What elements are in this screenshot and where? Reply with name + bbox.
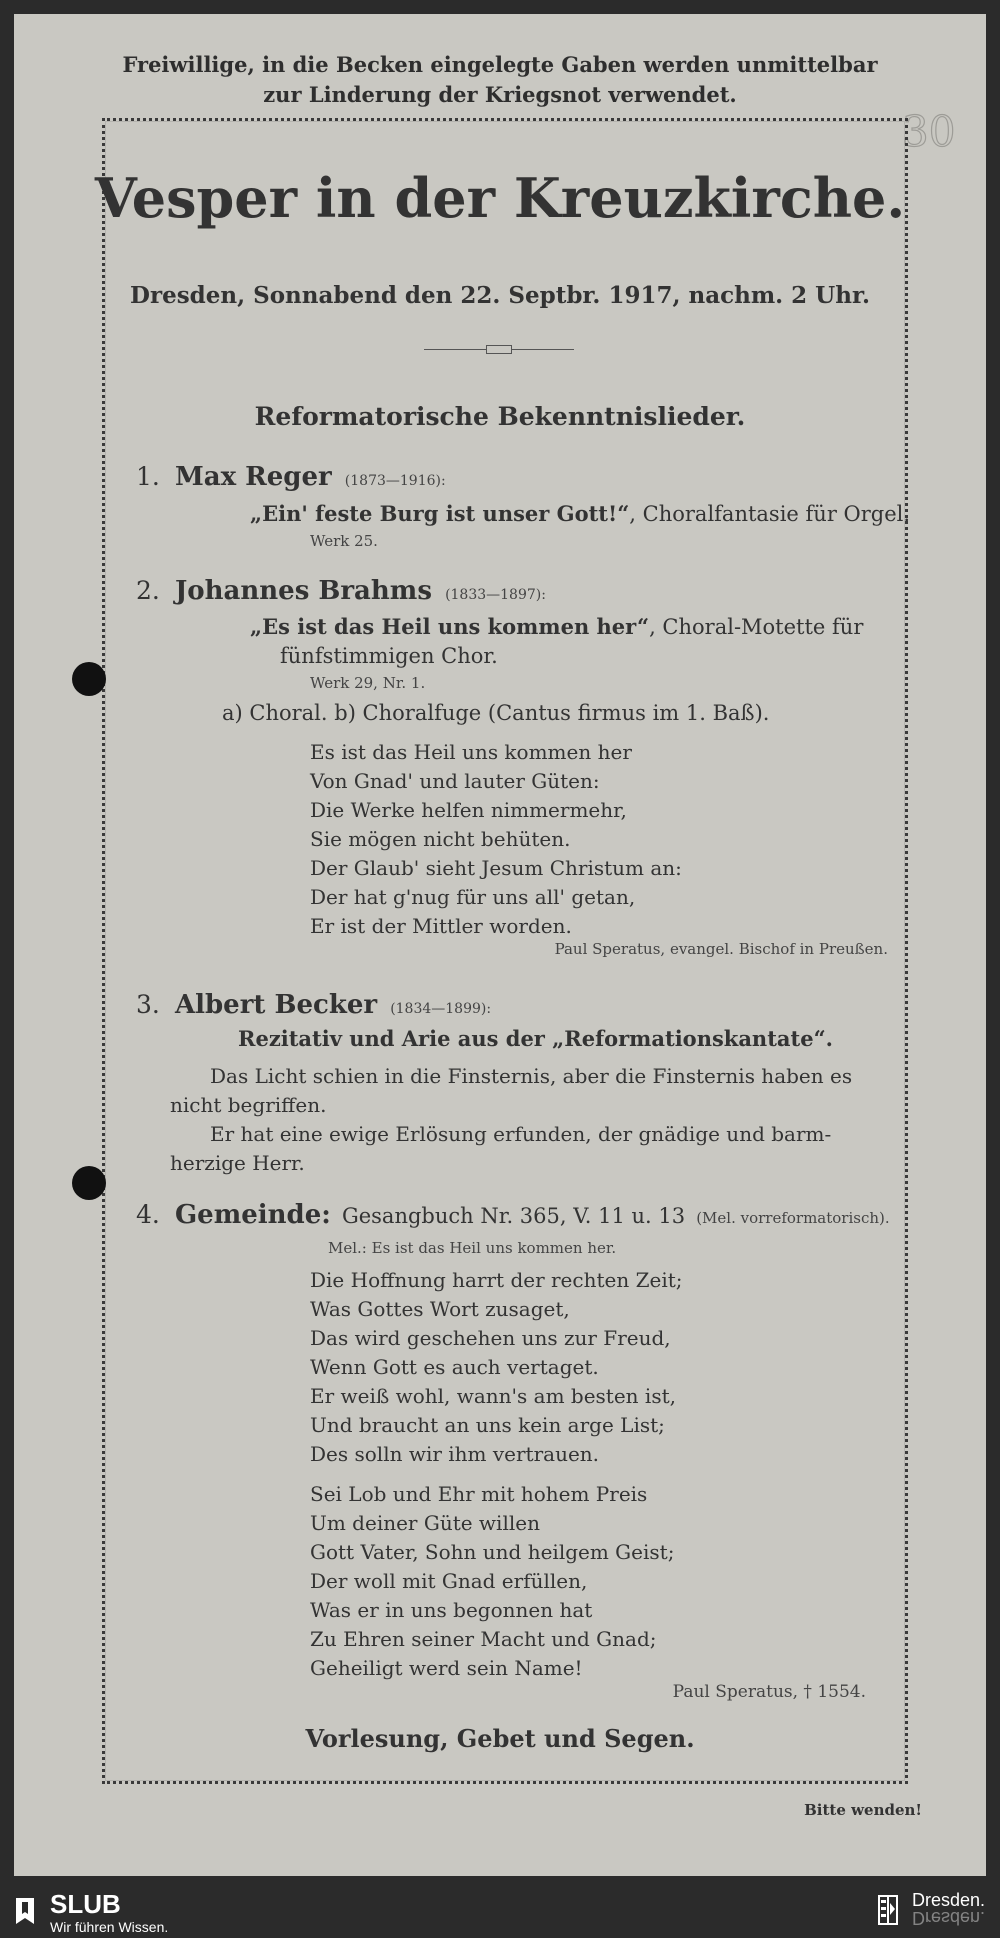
verse-line: Was er in uns begonnen hat [310,1598,593,1622]
verse-line: Der Glaub' sieht Jesum Christum an: [310,856,682,880]
hymn-reference: Gesangbuch Nr. 365, V. 11 u. 13 [341,1204,686,1228]
work-description: , Choralfantasie für Orgel. [629,502,911,526]
work-parts: a) Choral. b) Choralfuge (Cantus firmus im 1. Baß). [222,701,770,725]
program-item-3 [136,990,491,1020]
verse-block-2 [310,1480,674,1683]
verse-line: Des solln wir ihm vertrauen. [310,1442,600,1466]
punch-hole-top [72,662,106,696]
work-line [238,1026,833,1051]
verse-line: Und braucht an uns kein arge List; [310,1413,665,1437]
composer-name: Gemeinde: [174,1200,331,1230]
verse-block [310,738,682,941]
page-title: Vesper in der Kreuzkirche. [94,166,906,230]
work-line-continued: fünfstimmigen Chor. [280,644,498,668]
program-sheet [14,14,986,1876]
opus-number: Werk 25. [310,532,378,550]
program-item-2 [136,576,546,606]
ornament-divider [424,344,574,356]
work-line [250,501,910,526]
section-heading: Reformatorische Bekenntnislieder. [254,402,746,431]
verse-line: Um deiner Güte willen [310,1511,540,1535]
turn-page-note: Bitte wenden! [804,1801,922,1819]
verse-line: Er ist der Mittler worden. [310,914,572,938]
verse-author: Paul Speratus, evangel. Bischof in Preußen. [554,940,888,958]
item-number: 2. [136,576,160,605]
item-number: 3. [136,990,160,1019]
composer-name: Johannes Brahms [174,576,432,606]
work-title: „Es ist das Heil uns kommen her“ [250,614,650,639]
verse-line: Es ist das Heil uns kommen her [310,740,632,764]
opus-number: Werk 29, Nr. 1. [310,674,426,692]
verse-line: Die Werke helfen nimmermehr, [310,798,627,822]
punch-hole-bottom [72,1166,106,1200]
slub-tagline: Wir führen Wissen. [50,1919,169,1935]
composer-name: Max Reger [174,462,332,492]
dresden-brand[interactable]: Dresden. [912,1890,986,1910]
prose-line: Er hat eine ewige Erlösung erfunden, der gnädige und barm- [210,1122,832,1146]
verse-block-1 [310,1266,683,1469]
work-title: „Ein' feste Burg ist unser Gott!“ [250,501,630,526]
donation-note-line-1: Freiwillige, in die Becken eingelegte Gaben werden unmittelbar [122,52,878,77]
verse-line: Die Hoffnung harrt der rechten Zeit; [310,1268,683,1292]
item-number: 1. [136,462,160,491]
slub-brand[interactable]: SLUB [50,1889,121,1919]
prose-line: herzige Herr. [170,1151,305,1175]
verse-line: Das wird geschehen uns zur Freud, [310,1326,671,1350]
prose-block [170,1062,852,1178]
city-crest-icon [878,1895,898,1925]
verse-line: Von Gnad' und lauter Güten: [310,769,600,793]
slub-logo-icon [14,1896,36,1926]
prose-line: nicht begriffen. [170,1093,327,1117]
program-item-4 [136,1200,890,1230]
verse-line: Was Gottes Wort zusaget, [310,1297,570,1321]
prose-line: Das Licht schien in die Finsternis, aber die Finsternis haben es [210,1064,853,1088]
verse-line: Geheiligt werd sein Name! [310,1656,583,1680]
verse-line: Gott Vater, Sohn und heilgem Geist; [310,1540,675,1564]
work-line [250,614,863,639]
pencil-annotation [898,106,978,156]
verse-author: Paul Speratus, † 1554. [672,1682,866,1702]
hymn-melody-note: (Mel. vorreformatorisch). [696,1209,890,1227]
verse-line: Wenn Gott es auch vertaget. [310,1355,599,1379]
verse-line: Der hat g'nug für uns all' getan, [310,885,636,909]
work-title: Rezitativ und Arie aus der „Reformationskantate“. [238,1026,833,1051]
donation-note [14,50,986,110]
verse-line: Sie mögen nicht behüten. [310,827,571,851]
pencil-number: 30 [902,107,956,156]
footer-bar [0,1886,1000,1938]
composer-years: (1834—1899): [390,1001,492,1017]
melody-note: Mel.: Es ist das Heil uns kommen her. [328,1239,617,1257]
composer-name: Albert Becker [174,990,378,1020]
donation-note-line-2: zur Linderung der Kriegsnot verwendet. [263,82,737,107]
dresden-brand-mirror: Dresden. [912,1908,986,1928]
composer-years: (1833—1897): [445,587,546,603]
verse-line: Sei Lob und Ehr mit hohem Preis [310,1482,648,1506]
closing-line: Vorlesung, Gebet und Segen. [305,1724,695,1753]
verse-line: Er weiß wohl, wann's am besten ist, [310,1384,676,1408]
event-date-line: Dresden, Sonnabend den 22. Septbr. 1917, nachm. 2 Uhr. [130,282,870,309]
item-number: 4. [136,1200,160,1229]
verse-line: Zu Ehren seiner Macht und Gnad; [310,1627,657,1651]
program-item-1 [136,462,446,492]
verse-line: Der woll mit Gnad erfüllen, [310,1569,588,1593]
composer-years: (1873—1916): [344,473,446,489]
work-description: , Choral-Motette für [649,615,864,639]
